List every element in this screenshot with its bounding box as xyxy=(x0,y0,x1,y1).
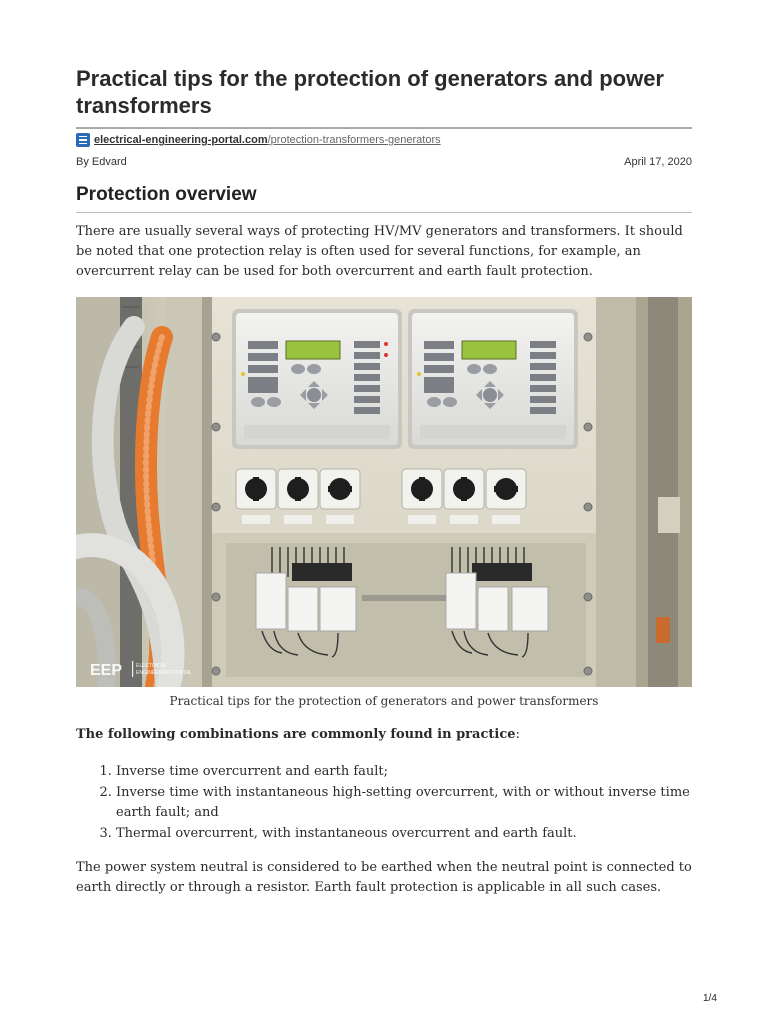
source-path-link[interactable]: /protection-transformers-generators xyxy=(267,134,441,146)
closing-paragraph: The power system neutral is considered to be earthed when the neutral point is connected to earth directly or through a resistor. Earth fault protection is applicable in all such cases. xyxy=(76,860,692,895)
page-number: 1/4 xyxy=(703,993,717,1004)
source-domain-link[interactable]: electrical-engineering-portal.com xyxy=(94,134,268,146)
site-favicon-icon xyxy=(76,133,90,147)
section-divider xyxy=(76,212,692,213)
combinations-list xyxy=(76,762,726,844)
protection-relay-1 xyxy=(232,309,402,449)
list-item: 1. Inverse time overcurrent and earth fault; xyxy=(116,762,726,783)
protection-relay-2 xyxy=(408,309,578,449)
list-lead: The following combinations are commonly found in practice: xyxy=(76,727,520,742)
list-item: 2. Inverse time with instantaneous high-setting overcurrent, with or without inverse time earth fault; and xyxy=(116,783,726,824)
intro-paragraph: There are usually several ways of protecting HV/MV generators and transformers. It should be noted that one protection relay is often used for several functions, for example, an overcurrent relay can be used for both overcurrent and earth fault protection. xyxy=(76,224,683,279)
publish-date: April 17, 2020 xyxy=(624,156,692,168)
article-title: Practical tips for the protection of generators and power transformers xyxy=(76,66,664,118)
figure-caption: Practical tips for the protection of generators and power transformers xyxy=(169,694,599,708)
list-item: 3. Thermal overcurrent, with instantaneous overcurrent and earth fault. xyxy=(116,824,726,845)
byline xyxy=(76,156,692,168)
article-photo xyxy=(76,297,692,687)
author: By Edvard xyxy=(76,156,127,168)
section-heading: Protection overview xyxy=(76,184,257,205)
title-divider xyxy=(76,127,692,129)
svg-text:ENGINEERING PORTAL: ENGINEERING PORTAL xyxy=(136,670,192,676)
switchgear-panel-illustration xyxy=(76,297,692,687)
source-line xyxy=(76,132,441,148)
svg-text:EEP: EEP xyxy=(90,662,123,679)
svg-text:ELECTRICAL: ELECTRICAL xyxy=(136,663,167,669)
